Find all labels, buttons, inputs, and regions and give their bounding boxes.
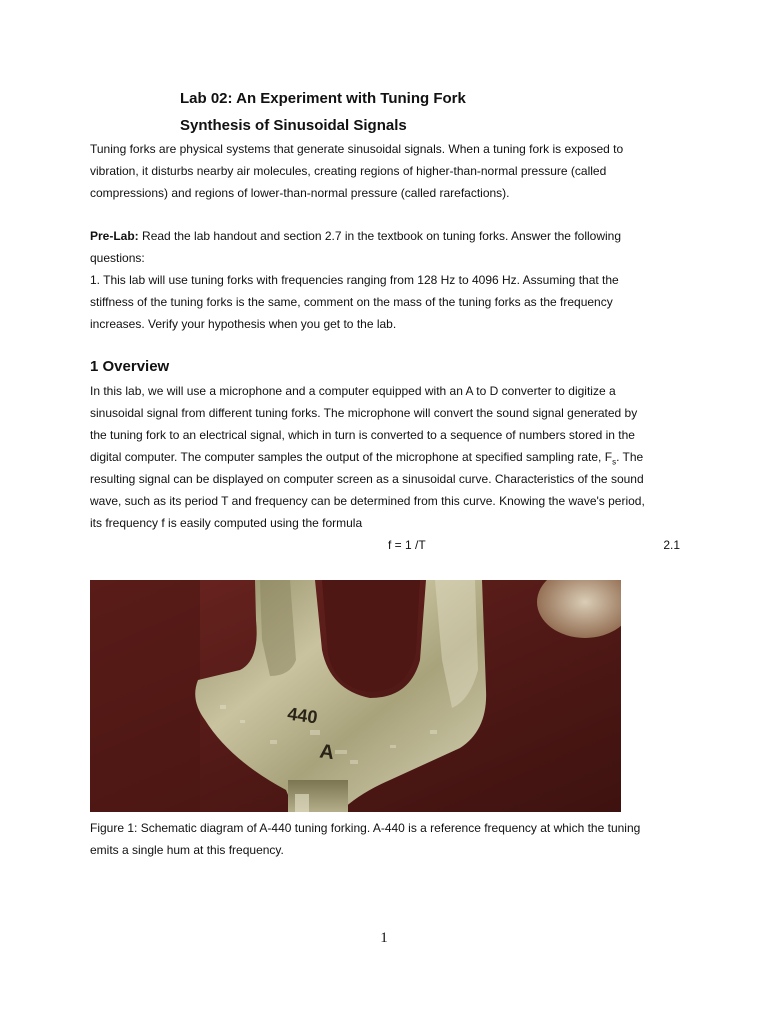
prelab-paragraph bbox=[90, 225, 690, 335]
caption-line: Figure 1: Schematic diagram of A-440 tuning forking. A-440 is a reference frequency at which the tuning bbox=[90, 821, 641, 835]
fork-engraving-number: 440 bbox=[286, 703, 319, 728]
overview-line: wave, such as its period T and frequency can be determined from this curve. Knowing the wave's period, bbox=[90, 494, 645, 508]
prelab-label: Pre-Lab: bbox=[90, 229, 139, 243]
overview-line: its frequency f is easily computed using the formula bbox=[90, 516, 363, 530]
prelab-line bbox=[90, 225, 690, 247]
prelab-line: questions: bbox=[90, 251, 145, 265]
page-subtitle: Synthesis of Sinusoidal Signals bbox=[180, 117, 407, 134]
overview-line: resulting signal can be displayed on computer screen as a sinusoidal curve. Characteristics of the sound bbox=[90, 472, 644, 486]
tuning-fork-photo bbox=[90, 580, 621, 812]
sampling-text-end: . The bbox=[616, 450, 644, 464]
overview-line: In this lab, we will use a microphone and a computer equipped with an A to D converter to digitize a bbox=[90, 384, 616, 398]
overview-sampling-line bbox=[90, 446, 690, 468]
equation bbox=[90, 534, 680, 556]
overview-line: sinusoidal signal from different tuning forks. The microphone will convert the sound signal generated by bbox=[90, 406, 638, 420]
prelab-first-line: Read the lab handout and section 2.7 in the textbook on tuning forks. Answer the following bbox=[138, 229, 622, 243]
overview-paragraph bbox=[90, 380, 690, 534]
prelab-line: 1. This lab will use tuning forks with frequencies ranging from 128 Hz to 4096 Hz. Assuming that the bbox=[90, 273, 619, 287]
intro-line: compressions) and regions of lower-than-normal pressure (called rarefactions). bbox=[90, 186, 510, 200]
fork-engraving-letter: A bbox=[318, 740, 336, 765]
caption-line: emits a single hum at this frequency. bbox=[90, 843, 284, 857]
intro-line: Tuning forks are physical systems that generate sinusoidal signals. When a tuning fork is exposed to bbox=[90, 142, 624, 156]
intro-paragraph bbox=[90, 138, 690, 204]
equation-number: 2.1 bbox=[663, 538, 680, 552]
section-heading-overview: 1 Overview bbox=[90, 358, 170, 375]
equation-formula: f = 1 /T bbox=[388, 538, 426, 552]
page-number: 1 bbox=[380, 930, 388, 946]
prelab-line: increases. Verify your hypothesis when you get to the lab. bbox=[90, 317, 397, 331]
tuning-fork-illustration bbox=[90, 580, 621, 812]
overview-line: the tuning fork to an electrical signal, which in turn is converted to a sequence of numbers stored in the bbox=[90, 428, 635, 442]
intro-line: vibration, it disturbs nearby air molecules, creating regions of higher-than-normal pressure (called bbox=[90, 164, 607, 178]
figure-caption bbox=[90, 817, 690, 861]
sampling-text: digital computer. The computer samples the output of the microphone at specified sampling rate, F bbox=[90, 450, 613, 464]
page-title: Lab 02: An Experiment with Tuning Fork bbox=[180, 90, 466, 107]
sampling-subscript: s bbox=[612, 457, 617, 467]
prelab-line: stiffness of the tuning forks is the same, comment on the mass of the tuning forks as the frequency bbox=[90, 295, 613, 309]
